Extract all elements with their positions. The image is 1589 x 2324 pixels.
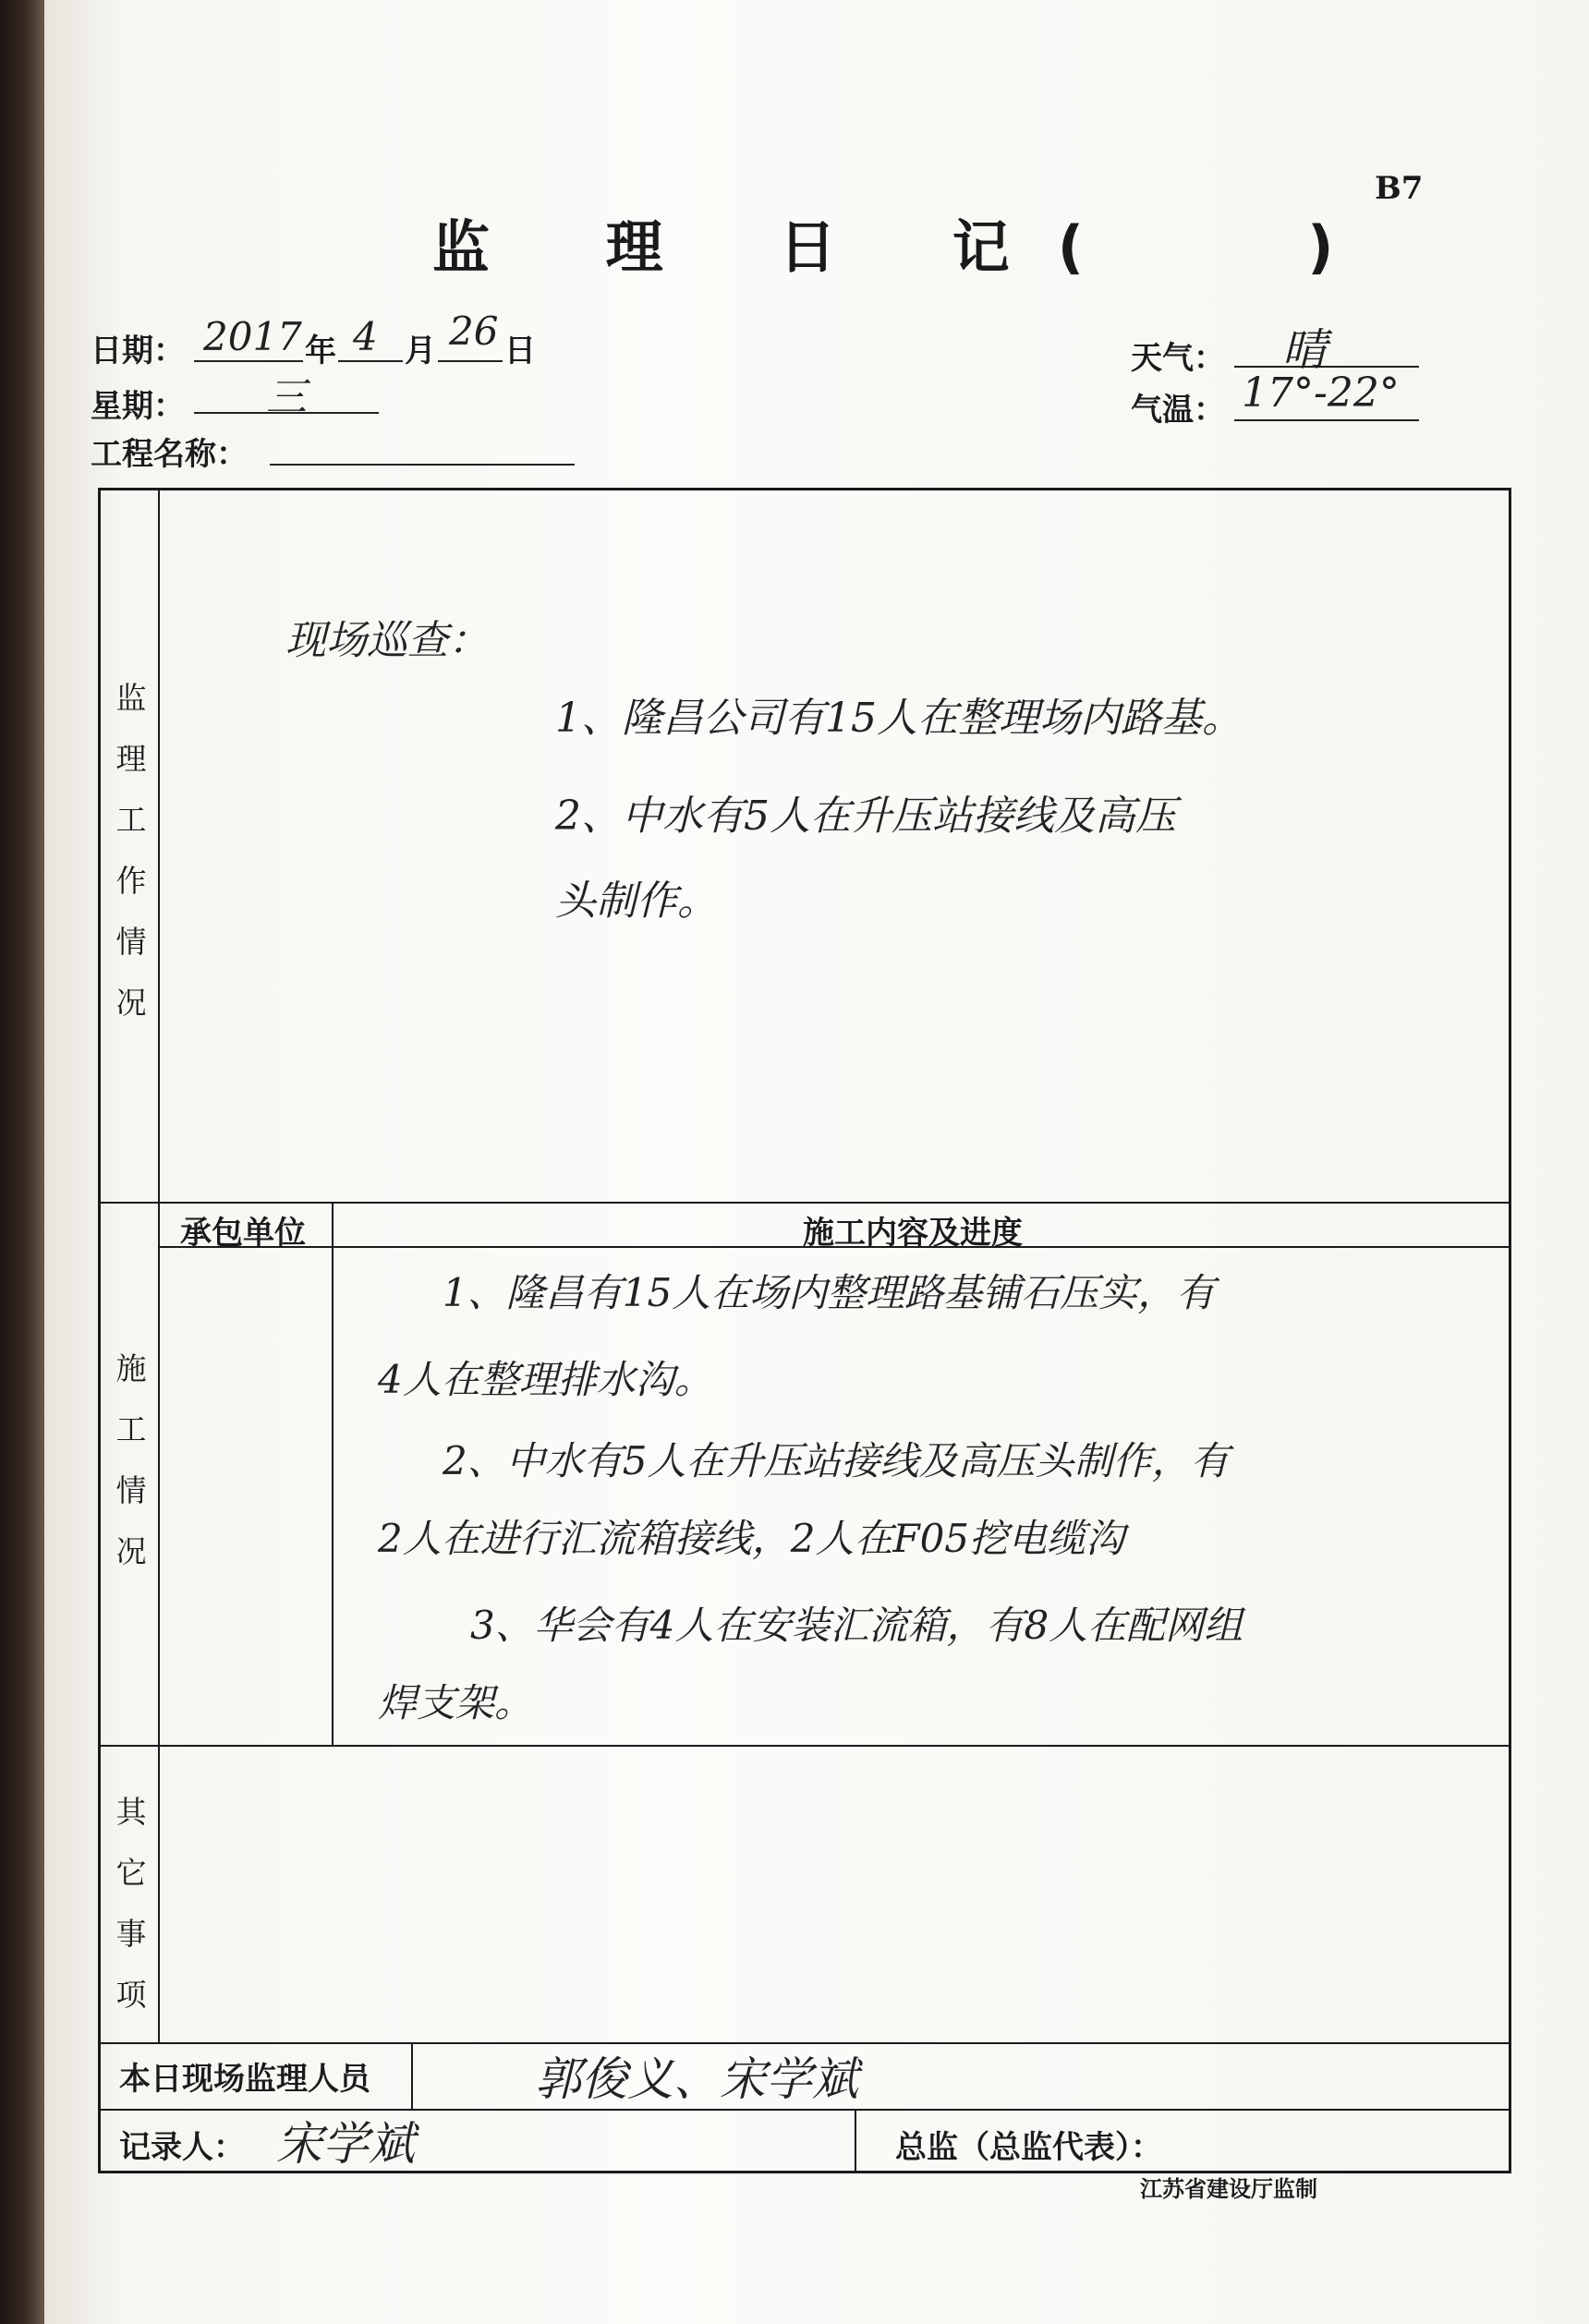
- recorder-divider: [855, 2109, 856, 2173]
- weekday-value: 三: [266, 374, 307, 421]
- col-content-header: 施工内容及进度: [803, 1215, 1023, 1252]
- staff-label: 本日现场监理人员: [119, 2061, 370, 2098]
- staff-divider: [411, 2042, 413, 2109]
- title-close: ): [1307, 213, 1334, 281]
- supervision-line-3: 头制作。: [555, 878, 718, 925]
- supervision-bottom-line: [101, 1202, 1509, 1204]
- day-unit: 日: [504, 333, 536, 369]
- year-unit: 年: [305, 333, 336, 369]
- recorder-value: 宋学斌: [276, 2117, 415, 2171]
- supervision-line-heading: 现场巡查：: [285, 617, 489, 664]
- temp-underline: [1234, 419, 1419, 421]
- supervision-line-1: 1、隆昌公司有15人在整理场内路基。: [555, 695, 1243, 742]
- project-underline: [270, 464, 575, 466]
- staff-value: 郭俊义、宋学斌: [535, 2052, 858, 2106]
- issuer-note: 江苏省建设厅监制: [1140, 2176, 1317, 2202]
- title-main: 监 理 日 记(: [432, 213, 1133, 281]
- weather-label: 天气：: [1131, 340, 1225, 377]
- diary-table: [98, 488, 1511, 2173]
- unit-column-divider: [332, 1202, 334, 1745]
- weekday-label: 星期：: [91, 388, 185, 425]
- construction-line-2: 4人在整理排水沟。: [378, 1357, 713, 1402]
- construction-line-5: 3、华会有4人在安装汇流箱，有8人在配网组: [470, 1603, 1243, 1648]
- diary-sheet: [44, 0, 1589, 2324]
- temp-value: 17°-22°: [1242, 369, 1400, 417]
- month-underline: [338, 360, 403, 362]
- book-spine: [0, 0, 44, 2324]
- day-underline: [438, 360, 503, 362]
- construction-bottom-line: [101, 1745, 1509, 1747]
- chief-supervisor-label: 总监（总监代表）：: [895, 2129, 1162, 2166]
- construction-line-4: 2人在进行汇流箱接线，2人在F05挖电缆沟: [378, 1516, 1125, 1561]
- construction-label: 施 工 情 况: [115, 1350, 147, 1569]
- date-label: 日期：: [91, 333, 185, 369]
- recorder-label: 记录人：: [119, 2129, 245, 2166]
- weather-value: 晴: [1282, 324, 1328, 376]
- year-underline: [194, 360, 303, 362]
- date-day: 26: [449, 309, 499, 354]
- supervision-label: 监 理 工 作 情 况: [115, 680, 147, 1021]
- page-title: [432, 201, 1333, 284]
- construction-line-1: 1、隆昌有15人在场内整理路基铺石压实，有: [443, 1270, 1216, 1315]
- date-month: 4: [353, 314, 378, 359]
- construction-line-6: 焊支架。: [378, 1680, 534, 1725]
- construction-line-3: 2、中水有5人在升压站接线及高压头制作，有: [443, 1438, 1230, 1483]
- col-unit-header: 承包单位: [180, 1215, 306, 1252]
- supervision-line-2: 2、中水有5人在升压站接线及高压: [555, 793, 1176, 840]
- other-label: 其 它 事 项: [115, 1794, 147, 2013]
- project-label: 工程名称：: [91, 436, 248, 473]
- form-code: B7: [1375, 170, 1424, 207]
- temp-label: 气温：: [1131, 392, 1225, 429]
- month-unit: 月: [405, 333, 436, 369]
- date-year: 2017: [203, 314, 302, 359]
